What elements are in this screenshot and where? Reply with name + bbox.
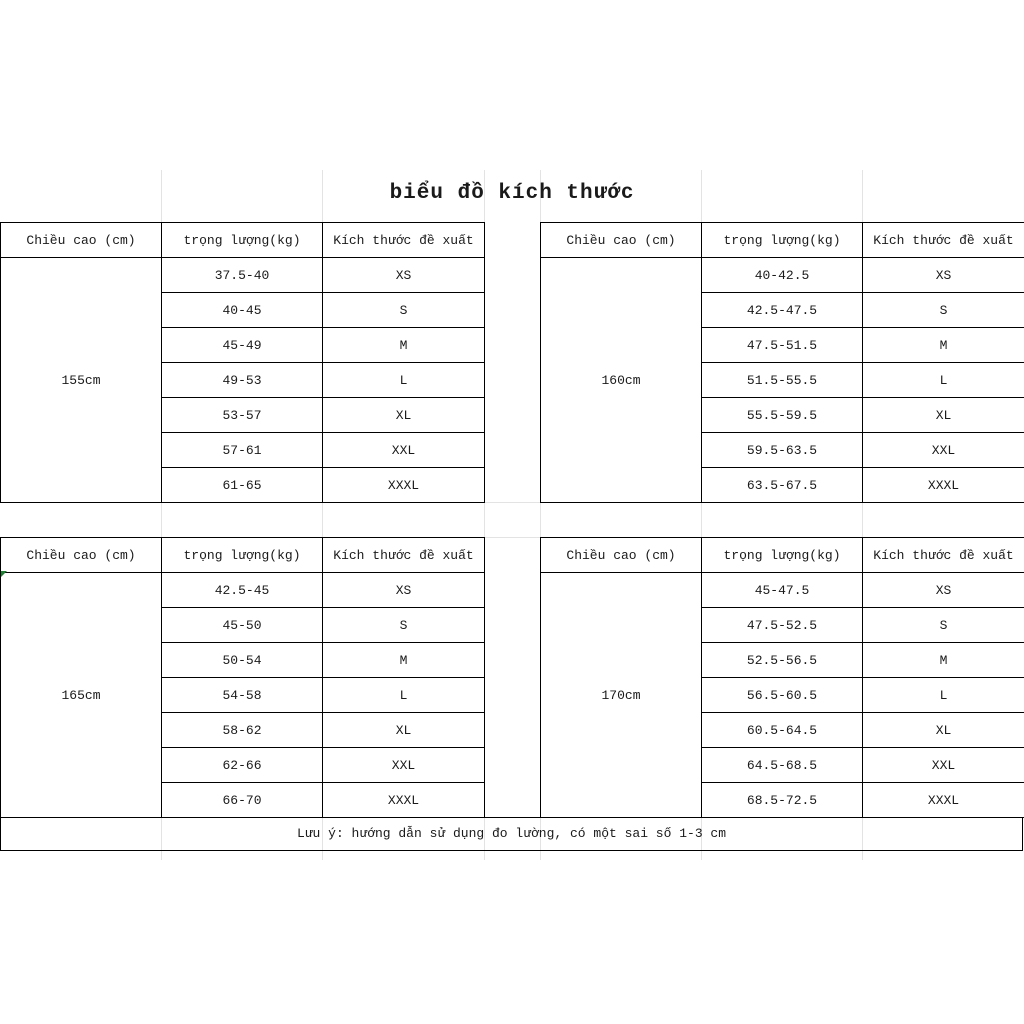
size-cell: XS — [863, 573, 1024, 608]
note-text: Lưu ý: hướng dẫn sử dụng đo lường, có một sai số 1-3 cm — [0, 817, 1023, 851]
height-cell: 165cm — [1, 573, 162, 818]
size-cell: XXXL — [863, 468, 1024, 503]
size-table-165 — [0, 537, 484, 808]
size-cell: XS — [323, 258, 485, 293]
weight-cell: 45-47.5 — [702, 573, 863, 608]
size-cell: XXXL — [863, 783, 1024, 818]
table-row — [1, 573, 485, 608]
header-height: Chiều cao (cm) — [541, 538, 702, 573]
size-cell: L — [863, 678, 1024, 713]
weight-cell: 54-58 — [162, 678, 323, 713]
size-cell: XXL — [323, 748, 485, 783]
header-weight: trọng lượng(kg) — [702, 223, 863, 258]
weight-cell: 66-70 — [162, 783, 323, 818]
header-height: Chiều cao (cm) — [1, 538, 162, 573]
size-cell: XS — [863, 258, 1024, 293]
table-header-row — [541, 223, 1024, 258]
size-cell: XXXL — [323, 783, 485, 818]
weight-cell: 56.5-60.5 — [702, 678, 863, 713]
header-weight: trọng lượng(kg) — [162, 538, 323, 573]
height-cell: 170cm — [541, 573, 702, 818]
table-row — [541, 258, 1024, 293]
size-cell: M — [323, 643, 485, 678]
weight-cell: 47.5-52.5 — [702, 608, 863, 643]
header-weight: trọng lượng(kg) — [702, 538, 863, 573]
size-cell: L — [323, 678, 485, 713]
height-cell: 155cm — [1, 258, 162, 503]
weight-cell: 40-42.5 — [702, 258, 863, 293]
size-cell: M — [323, 328, 485, 363]
page-title: biểu đồ kích thước — [389, 182, 635, 205]
size-cell: XL — [323, 713, 485, 748]
table-row — [1, 258, 485, 293]
table-header-row — [1, 223, 485, 258]
weight-cell: 40-45 — [162, 293, 323, 328]
weight-cell: 49-53 — [162, 363, 323, 398]
weight-cell: 60.5-64.5 — [702, 713, 863, 748]
header-size: Kích thước đề xuất — [323, 538, 485, 573]
weight-cell: 57-61 — [162, 433, 323, 468]
weight-cell: 53-57 — [162, 398, 323, 433]
size-cell: XL — [863, 398, 1024, 433]
weight-cell: 59.5-63.5 — [702, 433, 863, 468]
header-size: Kích thước đề xuất — [863, 538, 1024, 573]
size-cell: M — [863, 643, 1024, 678]
weight-cell: 58-62 — [162, 713, 323, 748]
weight-cell: 68.5-72.5 — [702, 783, 863, 818]
weight-cell: 55.5-59.5 — [702, 398, 863, 433]
weight-cell: 62-66 — [162, 748, 323, 783]
header-weight: trọng lượng(kg) — [162, 223, 323, 258]
weight-cell: 42.5-45 — [162, 573, 323, 608]
size-cell: M — [863, 328, 1024, 363]
size-cell: S — [863, 293, 1024, 328]
size-cell: S — [323, 293, 485, 328]
header-height: Chiều cao (cm) — [541, 223, 702, 258]
weight-cell: 42.5-47.5 — [702, 293, 863, 328]
weight-cell: 47.5-51.5 — [702, 328, 863, 363]
table-row — [541, 573, 1024, 608]
cell-marker — [1, 571, 7, 577]
size-cell: XL — [323, 398, 485, 433]
size-cell: XXL — [323, 433, 485, 468]
weight-cell: 64.5-68.5 — [702, 748, 863, 783]
size-cell: XXL — [863, 433, 1024, 468]
size-cell: L — [863, 363, 1024, 398]
table-header-row — [541, 538, 1024, 573]
size-cell: S — [863, 608, 1024, 643]
weight-cell: 52.5-56.5 — [702, 643, 863, 678]
size-cell: XS — [323, 573, 485, 608]
size-cell: L — [323, 363, 485, 398]
size-table-155 — [0, 222, 484, 493]
weight-cell: 63.5-67.5 — [702, 468, 863, 503]
size-table-160 — [540, 222, 1024, 493]
weight-cell: 37.5-40 — [162, 258, 323, 293]
size-table-170 — [540, 537, 1024, 808]
weight-cell: 61-65 — [162, 468, 323, 503]
size-cell: XXL — [863, 748, 1024, 783]
weight-cell: 45-50 — [162, 608, 323, 643]
size-cell: S — [323, 608, 485, 643]
weight-cell: 51.5-55.5 — [702, 363, 863, 398]
size-cell: XL — [863, 713, 1024, 748]
weight-cell: 50-54 — [162, 643, 323, 678]
header-size: Kích thước đề xuất — [863, 223, 1024, 258]
header-size: Kích thước đề xuất — [323, 223, 485, 258]
header-height: Chiều cao (cm) — [1, 223, 162, 258]
size-cell: XXXL — [323, 468, 485, 503]
weight-cell: 45-49 — [162, 328, 323, 363]
table-header-row — [1, 538, 485, 573]
height-cell: 160cm — [541, 258, 702, 503]
